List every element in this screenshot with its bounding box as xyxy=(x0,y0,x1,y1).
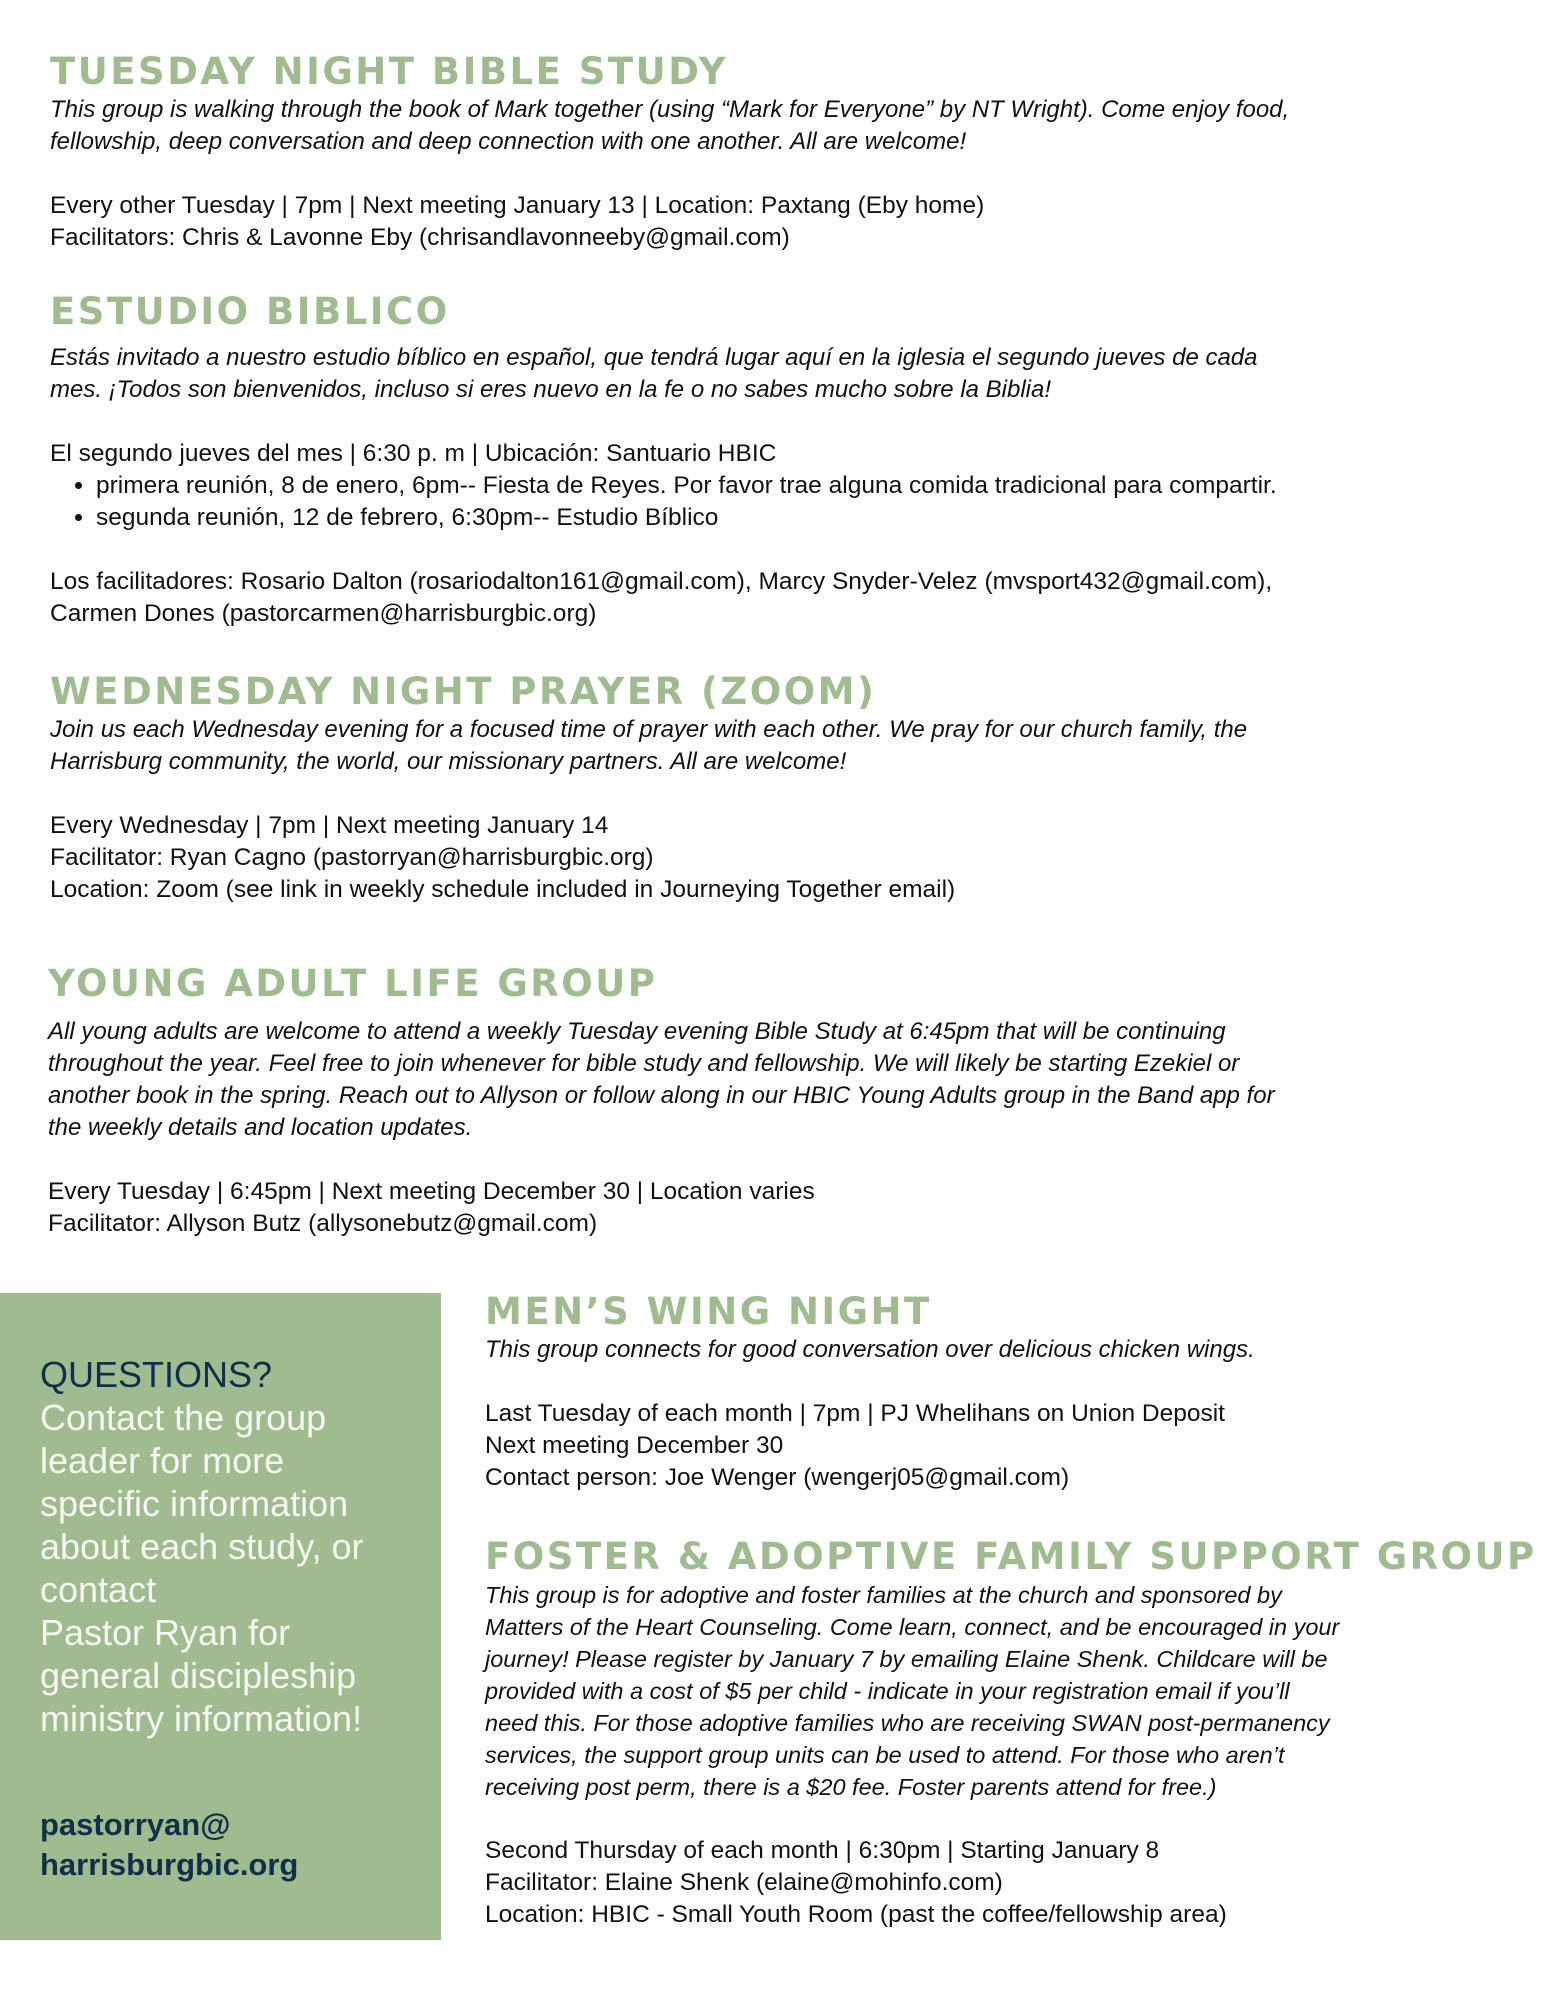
description-line: Matters of the Heart Counseling. Come learn, connect, and be encouraged in your xyxy=(485,1614,1340,1640)
description-line: This group is for adoptive and foster families at the church and sponsored by xyxy=(485,1582,1282,1608)
description-line: fellowship, deep conversation and deep connection with one another. All are welcome! xyxy=(50,128,967,155)
section-estudio-biblico xyxy=(50,290,1490,630)
meeting-list xyxy=(50,470,1490,534)
section-title: WEDNESDAY NIGHT PRAYER (ZOOM) xyxy=(50,670,877,713)
description-line: Join us each Wednesday evening for a focused time of prayer with each other. We pray for our church family, the xyxy=(50,716,1248,743)
description-line: This group connects for good conversation over delicious chicken wings. xyxy=(485,1336,1255,1363)
facilitator-line: Los facilitadores: Rosario Dalton (rosariodalton161@gmail.com), Marcy Snyder-Velez (mvsport432@gmail.com), xyxy=(50,568,1273,595)
location-line: Location: HBIC - Small Youth Room (past the coffee/fellowship area) xyxy=(485,1901,1227,1928)
questions-line: about each study, or xyxy=(40,1526,364,1567)
section-title: YOUNG ADULT LIFE GROUP xyxy=(48,962,658,1005)
meeting-item: • segunda reunión, 12 de febrero, 6:30pm-- Estudio Bíblico xyxy=(96,502,1490,534)
contact-line: Contact person: Joe Wenger (wengerj05@gmail.com) xyxy=(485,1464,1070,1491)
questions-line: Pastor Ryan for xyxy=(40,1612,291,1653)
contact-email-link[interactable] xyxy=(40,1805,298,1885)
questions-line: contact xyxy=(40,1569,157,1610)
schedule-line: Every Wednesday | 7pm | Next meeting January 14 xyxy=(50,812,609,839)
section-tuesday-bible-study xyxy=(50,50,1490,254)
schedule-line: Second Thursday of each month | 6:30pm | Starting January 8 xyxy=(485,1837,1160,1864)
section-title: TUESDAY NIGHT BIBLE STUDY xyxy=(50,50,729,93)
section-wednesday-prayer xyxy=(50,670,1490,906)
questions-heading: QUESTIONS? xyxy=(40,1354,273,1395)
facilitator-line: Facilitators: Chris & Lavonne Eby (chrisandlavonneeby@gmail.com) xyxy=(50,224,790,251)
schedule-line: Last Tuesday of each month | 7pm | PJ Whelihans on Union Deposit xyxy=(485,1400,1225,1427)
questions-line: leader for more xyxy=(40,1440,285,1481)
description-line: journey! Please register by January 7 by emailing Elaine Shenk. Childcare will be xyxy=(485,1646,1328,1672)
questions-line: ministry information! xyxy=(40,1698,363,1739)
description-line: mes. ¡Todos son bienvenidos, incluso si eres nuevo en la fe o no sabes mucho sobre la Biblia! xyxy=(50,376,1052,403)
questions-line: Contact the group xyxy=(40,1397,327,1438)
description-line: provided with a cost of $5 per child - indicate in your registration email if you’ll xyxy=(485,1678,1290,1704)
facilitator-line: Facilitator: Allyson Butz (allysonebutz@gmail.com) xyxy=(48,1210,598,1237)
next-meeting-line: Next meeting December 30 xyxy=(485,1432,784,1459)
schedule-line: El segundo jueves del mes | 6:30 p. m | Ubicación: Santuario HBIC xyxy=(50,440,777,467)
meeting-item: • primera reunión, 8 de enero, 6pm-- Fiesta de Reyes. Por favor trae alguna comida tradicional para compartir. xyxy=(96,470,1490,502)
section-young-adult-life-group xyxy=(48,962,1488,1240)
description-line: services, the support group units can be used to attend. For those who aren’t xyxy=(485,1742,1285,1768)
facilitator-line: Carmen Dones (pastorcarmen@harrisburgbic.org) xyxy=(50,600,597,627)
questions-line: general discipleship xyxy=(40,1655,357,1696)
description-line: throughout the year. Feel free to join whenever for bible study and fellowship. We will likely be starting Ezekiel or xyxy=(48,1050,1240,1077)
facilitator-line: Facilitator: Elaine Shenk (elaine@mohinfo.com) xyxy=(485,1869,1003,1896)
section-title: MEN’S WING NIGHT xyxy=(485,1290,932,1333)
email-line: pastorryan@ xyxy=(40,1807,231,1842)
description-line: the weekly details and location updates. xyxy=(48,1114,473,1141)
description-line: This group is walking through the book of Mark together (using “Mark for Everyone” by NT Wright). Come enjoy food, xyxy=(50,96,1290,123)
schedule-line: Every other Tuesday | 7pm | Next meeting January 13 | Location: Paxtang (Eby home) xyxy=(50,192,985,219)
section-mens-wing-night xyxy=(485,1290,1525,1494)
description-line: another book in the spring. Reach out to Allyson or follow along in our HBIC Young Adults group in the Band app for xyxy=(48,1082,1275,1109)
section-title: ESTUDIO BIBLICO xyxy=(50,290,450,333)
questions-text xyxy=(40,1353,420,1740)
location-line: Location: Zoom (see link in weekly schedule included in Journeying Together email) xyxy=(50,876,956,903)
section-foster-adoptive-support xyxy=(485,1535,1535,1931)
schedule-line: Every Tuesday | 6:45pm | Next meeting December 30 | Location varies xyxy=(48,1178,815,1205)
questions-line: specific information xyxy=(40,1483,349,1524)
description-line: All young adults are welcome to attend a weekly Tuesday evening Bible Study at 6:45pm that will be continuing xyxy=(48,1018,1226,1045)
email-line: harrisburgbic.org xyxy=(40,1847,299,1882)
description-line: receiving post perm, there is a $20 fee. Foster parents attend for free.) xyxy=(485,1774,1217,1800)
questions-callout-box xyxy=(0,1293,441,1940)
description-line: need this. For those adoptive families who are receiving SWAN post-permanency xyxy=(485,1710,1330,1736)
description-line: Estás invitado a nuestro estudio bíblico en español, que tendrá lugar aquí en la iglesia el segundo jueves de cada xyxy=(50,344,1258,371)
description-line: Harrisburg community, the world, our missionary partners. All are welcome! xyxy=(50,748,847,775)
section-title: FOSTER & ADOPTIVE FAMILY SUPPORT GROUP xyxy=(485,1535,1537,1578)
facilitator-line: Facilitator: Ryan Cagno (pastorryan@harrisburgbic.org) xyxy=(50,844,654,871)
